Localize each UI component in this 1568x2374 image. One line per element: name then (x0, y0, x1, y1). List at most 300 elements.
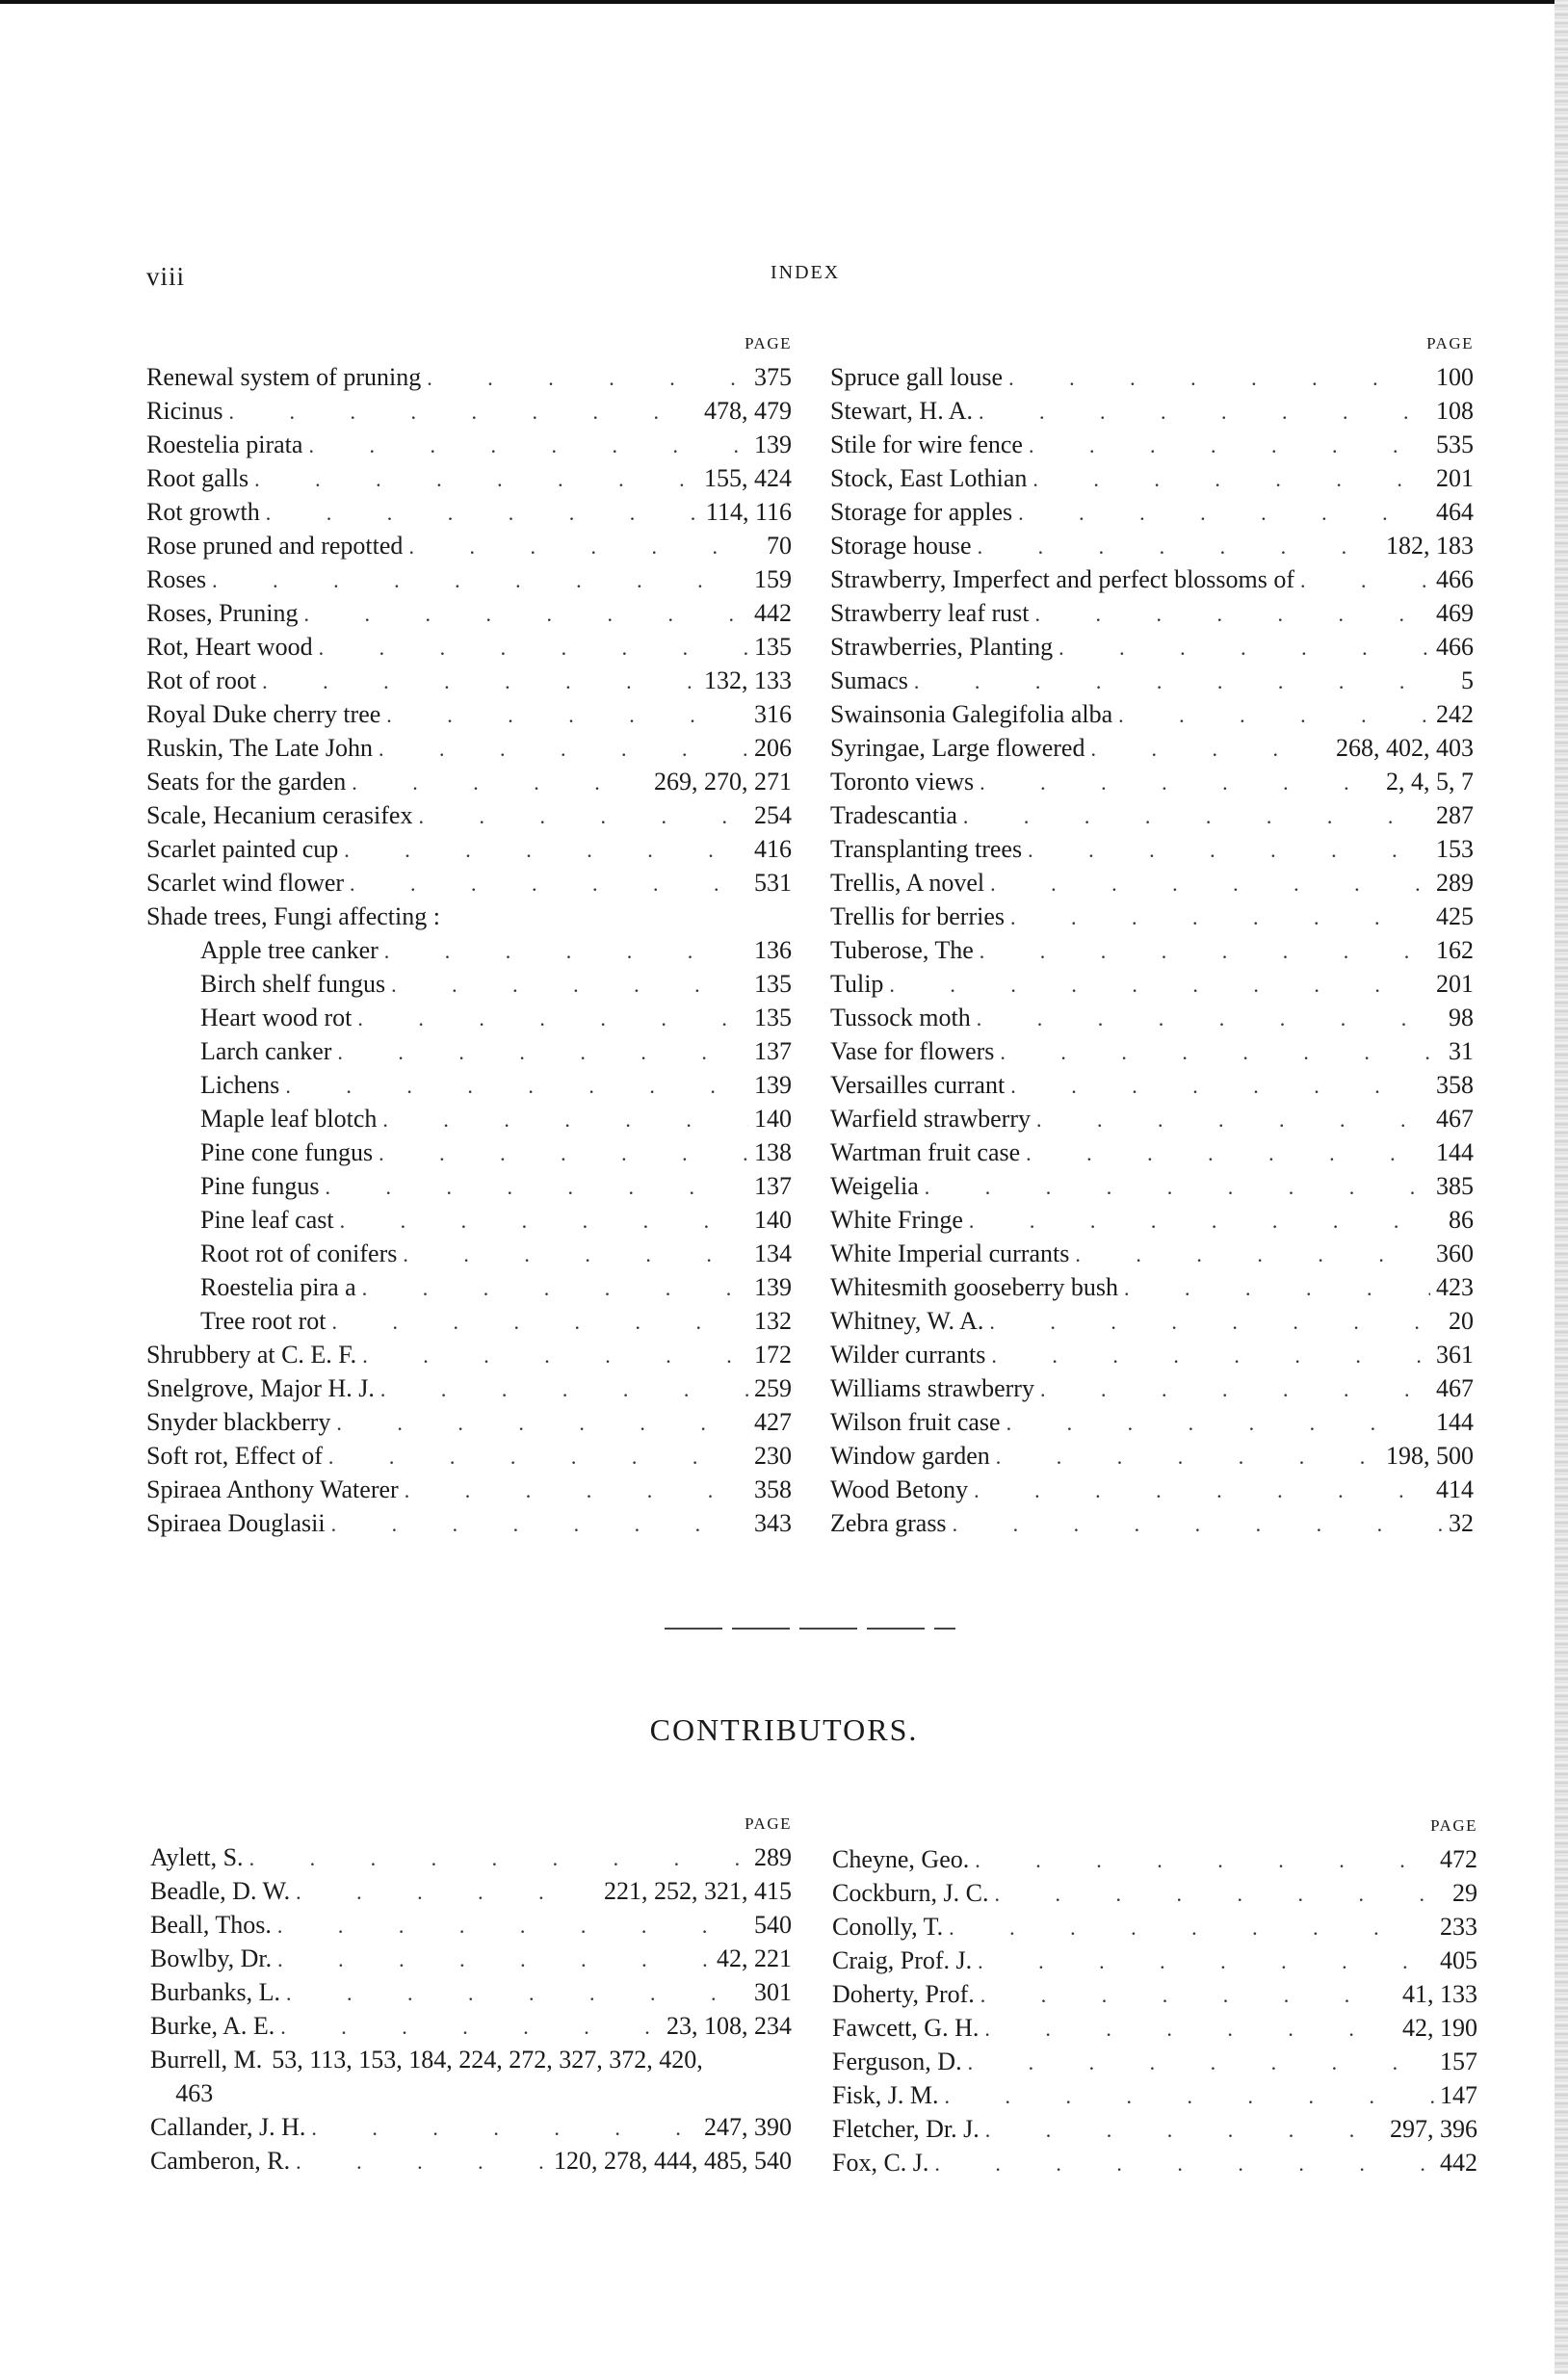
index-entry-label: Royal Duke cherry tree (146, 700, 381, 728)
contributor-entry-pages: 301 (754, 1978, 792, 2006)
dot-leader (362, 1339, 748, 1372)
index-entry-pages: 144 (1436, 1408, 1474, 1436)
dot-leader (262, 665, 698, 698)
index-entry (830, 428, 1474, 461)
index-entry-label: Scarlet painted cup (146, 835, 339, 863)
contributor-entry-label: Fox, C. J. (832, 2149, 929, 2177)
index-entry (830, 798, 1474, 832)
index-entry-pages: 70 (767, 532, 792, 560)
contributor-entry (832, 2045, 1477, 2078)
contributor-entry-label: Burrell, M. (150, 2046, 263, 2074)
index-entry-pages: 442 (754, 599, 792, 627)
index-entry-label: Storage for apples (830, 498, 1013, 526)
dot-leader (228, 395, 698, 429)
index-entry (830, 1068, 1474, 1102)
index-entry-label: Scale, Hecanium cerasifex (146, 801, 413, 829)
index-entry (146, 1001, 792, 1034)
contributor-entry-label: Conolly, T. (832, 1913, 944, 1941)
index-entry-pages: 230 (754, 1442, 792, 1470)
index-entry (146, 832, 792, 866)
contributors-right-column (832, 1815, 1477, 2179)
index-entry (830, 1439, 1474, 1473)
index-entry (830, 731, 1474, 765)
contributor-entry (150, 2009, 792, 2043)
dot-leader (1040, 1372, 1430, 1406)
dot-leader (357, 1002, 748, 1035)
index-entry (830, 562, 1474, 596)
index-entry-pages: 466 (1436, 633, 1474, 661)
index-entry (830, 664, 1474, 697)
index-entry-pages: 427 (754, 1408, 792, 1436)
index-entry-pages: 360 (1436, 1239, 1474, 1267)
index-entry-label: Rot growth (146, 498, 260, 526)
index-entry-pages: 155, 424 (704, 464, 792, 492)
index-entry-label: Spiraea Douglasii (146, 1509, 326, 1537)
contributor-entry-label: Ferguson, D. (832, 2048, 962, 2075)
index-entry (830, 832, 1474, 866)
dot-leader (1008, 361, 1430, 395)
index-entry-label: Heart wood rot (200, 1004, 353, 1031)
index-entry-label: Tussock moth (830, 1004, 971, 1031)
index-entry-label: Wilder currants (830, 1341, 986, 1369)
index-entry-pages: 100 (1436, 363, 1474, 391)
contributor-entry (150, 1975, 792, 2009)
index-entry (146, 1237, 792, 1270)
index-entry-pages: 172 (754, 1341, 792, 1369)
dot-leader (980, 766, 1380, 799)
index-entry-pages: 416 (754, 835, 792, 863)
contributor-entry-label: Camberon, R. (150, 2147, 291, 2175)
contributor-entry-label: Cheyne, Geo. (832, 1845, 970, 1873)
dot-leader (296, 2145, 548, 2178)
index-entry-label: Seats for the garden (146, 768, 347, 796)
index-entry (830, 630, 1474, 664)
dot-leader (286, 1976, 748, 2010)
contributor-entry-pages: 23, 108, 234 (666, 2012, 792, 2040)
index-entry-pages: 138 (754, 1138, 792, 1166)
contributor-entry-pages-continued: 463 (175, 2079, 214, 2107)
index-entry-label: Stewart, H. A. (830, 397, 974, 425)
index-entry (146, 1439, 792, 1473)
dot-leader (934, 2147, 1434, 2180)
index-entry (146, 1203, 792, 1237)
index-entry (830, 1371, 1474, 1405)
dot-leader (1036, 1103, 1430, 1136)
index-entry (830, 1304, 1474, 1338)
dot-leader (296, 1875, 598, 1909)
index-entry (830, 1405, 1474, 1439)
contributor-entry-label: Bowlby, Dr. (150, 1944, 273, 1972)
index-entry-pages: 467 (1436, 1374, 1474, 1402)
index-entry-pages: 5 (1461, 666, 1474, 694)
contributor-entry-pages: 42, 221 (717, 1944, 792, 1972)
index-entry-label: Storage house (830, 532, 972, 560)
contributor-entry-label: Doherty, Prof. (832, 1980, 975, 2008)
contributor-entry (150, 2110, 792, 2144)
index-entry (830, 967, 1474, 1001)
dot-leader (405, 1474, 748, 1507)
index-entry (146, 394, 792, 428)
index-entry-label: Snyder blackberry (146, 1408, 331, 1436)
index-entry-pages: 134 (754, 1239, 792, 1267)
contributor-entry-label: Fletcher, Dr. J. (832, 2115, 980, 2143)
contributor-entry-pages-line: 53, 113, 153, 184, 224, 272, 327, 372, 420, (272, 2046, 703, 2074)
index-entry (146, 765, 792, 798)
dot-leader (925, 1170, 1430, 1204)
dot-leader (386, 698, 748, 732)
index-entry-label: Whitney, W. A. (830, 1307, 984, 1335)
dot-leader (277, 1909, 748, 1943)
contributor-entry-pages: 147 (1440, 2081, 1477, 2109)
index-entry (830, 529, 1474, 562)
index-entry (146, 630, 792, 664)
index-entry (146, 697, 792, 731)
index-entry-label: Pine fungus (200, 1172, 320, 1200)
contributor-entry-label: Beadle, D. W. (150, 1877, 291, 1905)
dot-leader (979, 395, 1430, 429)
index-entry-label: Scarlet wind flower (146, 869, 345, 897)
contributor-entry-pages: 289 (754, 1843, 792, 1871)
contributor-entry-label: Burke, A. E. (150, 2012, 275, 2040)
dot-leader (1029, 429, 1430, 462)
index-entry-pages: 423 (1436, 1273, 1474, 1301)
contributor-entry (832, 1977, 1477, 2011)
contributor-entry-pages: 405 (1440, 1946, 1477, 1974)
index-entry (830, 933, 1474, 967)
dot-leader (945, 2079, 1434, 2113)
index-entry-label: Trellis, A novel (830, 869, 985, 897)
index-entry-pages: 201 (1436, 464, 1474, 492)
index-entry-label: Zebra grass (830, 1509, 947, 1537)
dot-leader (379, 1136, 748, 1170)
dot-leader (974, 1474, 1430, 1507)
index-entry (146, 428, 792, 461)
index-entry-pages: 159 (754, 565, 792, 593)
contributor-entry (832, 1944, 1477, 1977)
index-entry-label: Trellis for berries (830, 902, 1006, 930)
index-entry-pages: 198, 500 (1386, 1442, 1474, 1470)
contributor-entry-pages: 221, 252, 321, 415 (604, 1877, 792, 1905)
contributor-entry-pages: 42, 190 (1402, 2014, 1477, 2042)
index-entry-pages: 269, 270, 271 (654, 768, 792, 796)
contributors-left-column (150, 1813, 792, 2178)
dot-leader (331, 1507, 748, 1541)
contributor-entry (832, 1876, 1477, 1910)
dot-leader (311, 2111, 698, 2145)
dot-leader (1090, 732, 1330, 766)
index-entry-pages: 343 (754, 1509, 792, 1537)
index-entry-label: Roestelia pirata (146, 430, 303, 458)
contributor-entry-label: Aylett, S. (150, 1843, 244, 1871)
index-entry-label: Soft rot, Effect of (146, 1442, 323, 1470)
dot-leader (1032, 462, 1430, 496)
dot-leader (319, 631, 748, 665)
index-entry-pages: 32 (1449, 1509, 1474, 1537)
index-entry-pages: 98 (1449, 1004, 1474, 1031)
index-entry (830, 697, 1474, 731)
index-entry (830, 765, 1474, 798)
dot-leader (362, 1271, 748, 1305)
contributor-entry-label: Burbanks, L. (150, 1978, 281, 2006)
index-entry-pages: 140 (754, 1105, 792, 1133)
index-entry-label: Versailles currant (830, 1071, 1006, 1099)
page-folio: viii (146, 262, 186, 291)
dot-leader (418, 799, 748, 833)
index-entry (830, 1270, 1474, 1304)
index-entry-label: White Imperial currants (830, 1239, 1070, 1267)
contributor-entry (150, 2144, 792, 2178)
index-entry-pages: 137 (754, 1037, 792, 1065)
index-entry-label: Snelgrove, Major H. J. (146, 1374, 375, 1402)
dot-leader (337, 1035, 748, 1069)
contributor-entry (150, 1908, 792, 1942)
index-entry (830, 394, 1474, 428)
index-entry-label: Pine leaf cast (200, 1206, 334, 1234)
dot-leader (1010, 1069, 1430, 1103)
contributor-entry-pages: 157 (1440, 2048, 1477, 2075)
dot-leader (391, 968, 748, 1002)
index-entry-label: Weigelia (830, 1172, 919, 1200)
index-entry-pages: 162 (1436, 936, 1474, 964)
index-entry-label: Shade trees, Fungi affecting : (146, 902, 440, 930)
index-entry-pages: 242 (1436, 700, 1474, 728)
index-entry (146, 798, 792, 832)
dot-leader (285, 1069, 748, 1103)
dot-leader (308, 429, 748, 462)
dot-leader (277, 1943, 711, 1976)
contributor-entry (832, 2011, 1477, 2045)
index-entry (146, 664, 792, 697)
index-entry-pages: 287 (1436, 801, 1474, 829)
dot-leader (978, 1944, 1434, 1978)
dot-leader (978, 530, 1380, 563)
index-entry-pages: 114, 116 (705, 498, 792, 526)
dot-leader (1026, 1136, 1430, 1170)
index-entry-label: Pine cone fungus (200, 1138, 374, 1166)
dot-leader (352, 766, 648, 799)
contributor-entry-pages: 233 (1440, 1913, 1477, 1941)
index-entry-label: Syringae, Large flowered (830, 734, 1085, 762)
index-entry-pages: 316 (754, 700, 792, 728)
index-entry-label: Tuberose, The (830, 936, 974, 964)
index-entry (830, 596, 1474, 630)
dot-leader (380, 1372, 748, 1406)
index-entry (146, 866, 792, 900)
index-entry-pages: 206 (754, 734, 792, 762)
index-entry (830, 1203, 1474, 1237)
index-entry (146, 1338, 792, 1371)
index-entry-pages: 137 (754, 1172, 792, 1200)
index-entry-label: Rose pruned and repotted (146, 532, 404, 560)
page-column-label: PAGE (745, 334, 792, 352)
index-entry-label: Wilson fruit case (830, 1408, 1001, 1436)
index-entry-label: Williams strawberry (830, 1374, 1034, 1402)
index-entry-label: Vase for flowers (830, 1037, 995, 1065)
index-entry-label: Wood Betony (830, 1475, 969, 1503)
index-entry (830, 866, 1474, 900)
index-entry (830, 1338, 1474, 1371)
index-entry-label: Toronto views (830, 768, 975, 796)
index-entry (146, 1102, 792, 1135)
dot-leader (949, 1911, 1434, 1944)
index-entry-label: Root galls (146, 464, 249, 492)
index-entry-label: Sumacs (830, 666, 908, 694)
index-entry-pages: 464 (1436, 498, 1474, 526)
dot-leader (427, 361, 748, 395)
dot-leader (1028, 833, 1430, 867)
contributor-entry-label: Callander, J. H. (150, 2113, 306, 2141)
index-entry-pages: 139 (754, 430, 792, 458)
dot-leader (303, 597, 748, 631)
index-entry (146, 1135, 792, 1169)
index-entry-pages: 289 (1436, 869, 1474, 897)
contributor-entry (832, 2146, 1477, 2179)
dot-leader (980, 934, 1430, 968)
contributor-entry (832, 1842, 1477, 1876)
dot-leader (280, 2010, 661, 2044)
dot-leader (977, 1002, 1443, 1035)
contributor-entry-pages: 41, 133 (1402, 1980, 1477, 2008)
dot-leader (350, 867, 748, 900)
index-entry-pages: 535 (1436, 430, 1474, 458)
dot-leader (984, 2012, 1397, 2046)
index-entry (146, 1506, 792, 1540)
contributor-entry-label: Cockburn, J. C. (832, 1879, 989, 1907)
index-entry-label: Ruskin, The Late John (146, 734, 373, 762)
dot-leader (328, 1440, 748, 1474)
index-entry-label: White Fringe (830, 1206, 963, 1234)
index-entry-label: Shrubbery at C. E. F. (146, 1341, 357, 1369)
index-entry (146, 529, 792, 562)
index-entry (830, 1237, 1474, 1270)
dot-leader (990, 867, 1430, 900)
dot-leader (1010, 900, 1430, 934)
index-entry-pages: 361 (1436, 1341, 1474, 1369)
page-column-label: PAGE (745, 1814, 792, 1833)
contributor-entry (150, 2043, 792, 2110)
index-entry-label: Roses, Pruning (146, 599, 299, 627)
index-entry-label: Wartman fruit case (830, 1138, 1021, 1166)
dot-leader (995, 1877, 1448, 1911)
index-entry (830, 1473, 1474, 1506)
index-entry-pages: 108 (1436, 397, 1474, 425)
dot-leader (1124, 1271, 1430, 1305)
index-entry-pages: 140 (754, 1206, 792, 1234)
index-entry (146, 495, 792, 529)
index-entry-label: Ricinus (146, 397, 223, 425)
index-entry-pages: 358 (754, 1475, 792, 1503)
index-entry (146, 1270, 792, 1304)
dot-leader (980, 1978, 1397, 2012)
dot-leader (996, 1440, 1380, 1474)
index-entry-pages: 478, 479 (704, 397, 792, 425)
index-entry-label: Window garden (830, 1442, 990, 1470)
index-entry-pages: 259 (754, 1374, 792, 1402)
contributors-title: CONTRIBUTORS. (649, 1712, 919, 1747)
dot-leader (1118, 698, 1430, 732)
index-entry (146, 1304, 792, 1338)
index-entry-pages: 466 (1436, 565, 1474, 593)
contributor-entry (150, 1942, 792, 1975)
index-entry (830, 1135, 1474, 1169)
index-entry (146, 900, 792, 933)
contributor-entry-pages: 120, 278, 444, 485, 540 (554, 2147, 792, 2175)
index-entry (146, 731, 792, 765)
index-entry-label: Lichens (200, 1071, 280, 1099)
contributor-entry-label: Beall, Thos. (150, 1911, 272, 1939)
index-entry-label: Tree root rot (200, 1307, 327, 1335)
index-entry-pages: 425 (1436, 902, 1474, 930)
index-entry (146, 933, 792, 967)
contributor-entry (832, 1910, 1477, 1944)
dot-leader (1006, 1406, 1430, 1440)
index-entry-pages: 139 (754, 1273, 792, 1301)
index-entry (146, 562, 792, 596)
index-entry (830, 1034, 1474, 1068)
index-left-column (146, 333, 792, 1540)
dot-leader (1034, 597, 1430, 631)
index-entry-pages: 201 (1436, 970, 1474, 998)
contributor-entry-label: Craig, Prof. J. (832, 1946, 973, 1974)
index-entry (146, 461, 792, 495)
index-entry-pages: 414 (1436, 1475, 1474, 1503)
dot-leader (1075, 1238, 1430, 1271)
dot-leader (914, 665, 1455, 698)
index-entry (146, 1068, 792, 1102)
contributor-entry (832, 2078, 1477, 2112)
section-divider (665, 1628, 955, 1630)
dot-leader (889, 968, 1430, 1002)
index-entry-pages: 182, 183 (1386, 532, 1474, 560)
index-entry-label: Maple leaf blotch (200, 1105, 378, 1133)
dot-leader (1300, 563, 1430, 597)
index-entry-label: Strawberries, Planting (830, 633, 1054, 661)
index-entry-label: Swainsonia Galegifolia alba (830, 700, 1113, 728)
index-entry-label: Birch shelf fungus (200, 970, 386, 998)
index-entry-label: Transplanting trees (830, 835, 1023, 863)
index-entry-pages: 375 (754, 363, 792, 391)
dot-leader (985, 2113, 1384, 2147)
index-entry-label: Rot, Heart wood (146, 633, 313, 661)
dot-leader (403, 1238, 748, 1271)
index-entry-pages: 135 (754, 1004, 792, 1031)
index-entry-pages: 135 (754, 970, 792, 998)
index-entry-pages: 385 (1436, 1172, 1474, 1200)
dot-leader (344, 833, 748, 867)
dot-leader (1000, 1035, 1443, 1069)
index-entry-label: Stock, East Lothian (830, 464, 1028, 492)
running-title: INDEX (771, 262, 841, 283)
contributor-entry-label: Fawcett, G. H. (832, 2014, 980, 2042)
index-entry-label: Larch canker (200, 1037, 332, 1065)
index-entry-pages: 136 (754, 936, 792, 964)
index-entry-pages: 531 (754, 869, 792, 897)
index-entry (146, 1034, 792, 1068)
index-entry (146, 1371, 792, 1405)
index-entry-pages: 86 (1449, 1206, 1474, 1234)
dot-leader (249, 1841, 748, 1875)
index-entry-pages: 358 (1436, 1071, 1474, 1099)
index-entry (830, 900, 1474, 933)
index-entry-pages: 2, 4, 5, 7 (1386, 768, 1474, 796)
index-entry-pages: 139 (754, 1071, 792, 1099)
index-entry (830, 1506, 1474, 1540)
index-entry-pages: 254 (754, 801, 792, 829)
index-entry-label: Root rot of conifers (200, 1239, 398, 1267)
contributor-entry-pages: 297, 396 (1390, 2115, 1477, 2143)
contributor-entry (832, 2112, 1477, 2146)
index-entry-pages: 20 (1449, 1307, 1474, 1335)
